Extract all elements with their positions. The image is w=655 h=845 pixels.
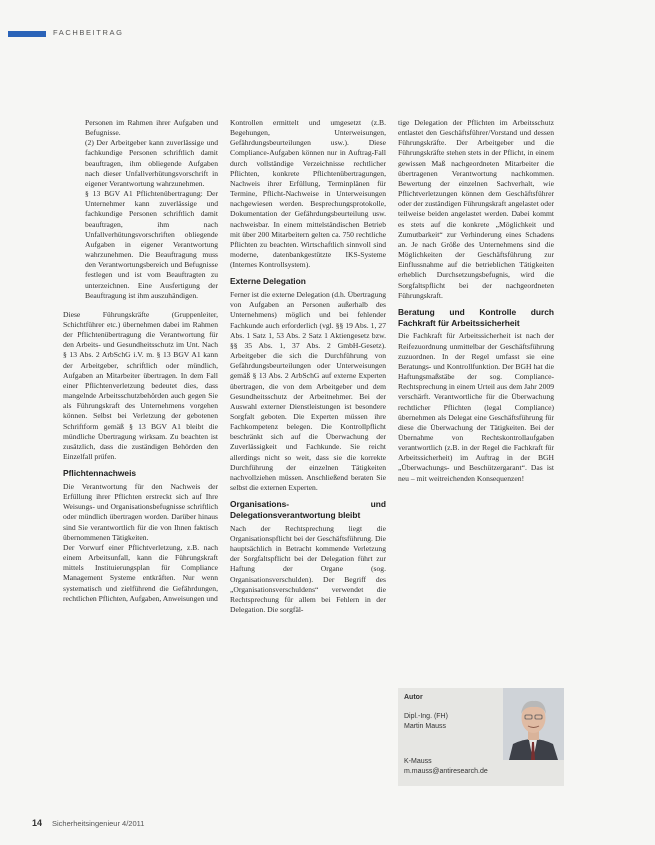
- author-portrait-image: [503, 688, 564, 760]
- author-fullname: Martin Mauss: [404, 722, 447, 730]
- section-label: FACHBEITRAG: [53, 28, 124, 37]
- author-title: Dipl.-Ing. (FH): [404, 713, 448, 720]
- paragraph: § 13 BGV A1 Pflichtenübertragung: Der Unternehmer kann zuverlässige und fachkundige Personen schriftlich damit beauftragen, ihm nach Unfallverhütungsvorschriften obliegende Aufgaben in eigener Verantwortung wahrzunehmen. Die Beauftragung muss den Verantwortungsbereich und Befugnisse festlegen und ist vom Beauftragten zu unterzeichnen. Eine Ausfertigung der Beauftragung ist ihm auszuhändigen.: [85, 189, 218, 300]
- subheading-beratung-kontrolle: Beratung und Kontrolle durch Fachkraft für Arbeitssicherheit: [398, 306, 554, 328]
- author-company: K-Mauss: [404, 758, 432, 765]
- author-box: [398, 688, 564, 786]
- magazine-issue: Sicherheitsingenieur 4/2011: [52, 819, 145, 828]
- quoted-law-block: [63, 118, 218, 301]
- text-column-3: [398, 118, 554, 484]
- author-tag: Autor: [404, 694, 423, 701]
- paragraph: Nach der Rechtsprechung liegt die Organisationspflicht bei der Geschäftsführung. Die hauptsächlich in Betracht kommende Verletzung der Sorgfaltspflicht bei der Delegation führt zur Haftung der Organe (sog. Organisationsverschulden). Der Begriff des „Organisationsverschuldens“ verwendet die Rechtsprechung für allem bei Fehlern in der Delegation. Die sorgfäl-: [230, 523, 386, 615]
- page-number: 14: [32, 818, 43, 828]
- paragraph: (2) Der Arbeitgeber kann zuverlässige und fachkundige Personen schriftlich damit beauftragen, ihm obliegende Aufgaben nach dieser Unfallverhütungsvorschrift in eigener Verantwortung wahrzunehmen.: [85, 138, 218, 188]
- paragraph: Ferner ist die externe Delegation (d.h. Übertragung von Aufgaben an Personen außerhalb des Unternehmens) möglich und bei fehlender Fachkunde auch erforderlich (vgl. §§ 19 Abs. 1, 27 Abs. 1 Satz 1, 53 Abs. 2 Satz 1 Aktiengesetz bzw. §§ 35 Abs. 1, 37 Abs. 2 GmbH-Gesetz). Arbeitgeber die sich die Durchführung von Gefährdungsbeurteilungen oder Unterweisungen gemäß § 13 Abs. 2 ArbSchG auf externe Experten übertragen, die von dem Arbeitgeber und dem Gesundheitsschutz der Arbeitnehmer. Bei der Auswahl externer Dienstleistungen ist besondere Sorgfalt geboten. Die Experten müssen ihre Fachkompetenz belegen. Die Kontrollpflicht beschränkt sich auf die Überwachung der Zuverlässigkeit und Fachkunde. Sie reicht allerdings nicht so weit, dass sie die korrekte Durchführung der einzelnen Tätigkeiten nachvollziehen müssen. Anschließend beraten Sie selbst die externen Experten.: [230, 290, 386, 493]
- subheading-organisationsverantwortung: Organisations- und Delegationsverantwortung bleibt: [230, 499, 386, 521]
- author-photo: [503, 688, 564, 760]
- paragraph: tige Delegation der Pflichten im Arbeitsschutz entlastet den Geschäftsführer/Vorstand und dessen Führungskräfte. Der Arbeitgeber und die Führungskräfte stehen stets in der Pflicht, in einem gewissen Maß nachgeordneten Mitarbeiter die übertragenen Verantwortung nachkommen. Bewertung der einzelnen Sachverhalt, wie Pflichtverletzungen können dem Geschäftsführer oder der zuständigen Führungskraft angelastet oder teilweise beiden angelastet werden. Dabei kommt es stets auf die konkrete „Möglichkeit und Zumutbarkeit“ zur Verhinderung eines Schadens an. Je nach Größe des Unternehmens sind die Möglichkeiten der Geschäftsführung zur Einflussnahme auf die betrieblichen Tätigkeiten erheblich Durchsetzungsbefugnis, wird die Sorgfaltspflicht bei der nachgeordneten Führungskraft.: [398, 118, 554, 300]
- section-color-bar: [8, 31, 46, 37]
- author-email: m.mauss@antiresearch.de: [404, 768, 488, 775]
- paragraph: Die Fachkraft für Arbeitssicherheit ist nach der Reifezuordnung unmittelbar der Geschäftsführung zuzuordnen. In der Regel umfasst sie eine Beratungs- und Kontrollfunktion. Der BGH hat die Haftungsmaßstäbe der sog. Compliance-Rechtsprechung in einem Urteil aus dem Jahr 2009 verschärft. Verantwortliche für die Überwachung rechtlicher Pflichten (legal Compliance) übernehmen als Delegat eine Geschäftsführung für diese die Überwachung der Tätigkeiten. Bei der Übernahme von Rechtskontrollaufgaben verantwortlich (z.B. in der Regel die Fachkraft für Arbeitssicherheit) im Auftrag in der BGH „Überwachungs- und Beschützergarant“. Das ist neu – mit weitreichenden Konsequenzen!: [398, 331, 554, 483]
- paragraph: Der Vorwurf einer Pflichtverletzung, z.B. nach einem Arbeitsunfall, kann die Führungskraft mittels Instituierungsplan für Compliance Management Systeme entkräften. Nur wenn systematisch und zielführend die Gefährdungen, rechtlichen Pflichten, Aufgaben, Anweisungen und: [63, 542, 218, 603]
- text-column-2: [230, 118, 386, 615]
- text-column-1: [63, 118, 218, 604]
- subheading-externe-delegation: Externe Delegation: [230, 276, 306, 287]
- paragraph: Diese Führungskräfte (Gruppenleiter, Schichtführer etc.) übernehmen dabei im Rahmen der Pflichtenübertragung die Verantwortung für den Arbeits- und Gesundheitsschutz im Unt. Nach § 13 Abs. 2 ArbSchG i.V. m. § 13 BGV A1 kann der Arbeitgeber, schriftlich oder mündlich, Aufgaben an Mitarbeiter übertragen. In dem Fall einer Pflichtenverletzung bedeutet dies, dass mangelnde Arbeitsschutzbehörden auch gegen Sie als Führungskraft des Unternehmens vorgehen können. Selbst bei Verletzung der gebotenen Schriftform gemäß § 13 BGV A1 bleibt die mündliche Übertragung wirksam. Zu beachten ist zusätzlich, dass die zuständigen Behörden den Einzelfall prüfen.: [63, 309, 218, 461]
- paragraph: Kontrollen ermittelt und umgesetzt (z.B. Begehungen, Unterweisungen, Gefährdungsbeurteilungen usw.). Diese Compliance-Aufgaben können nur in Auftrag-Fall durch vollständige Verzeichnisse rechtlicher Pflichten, konkrete Pflichtenübertragungen, Nachweis ihrer Erfüllung, Terminplänen für Termine, Pflicht-Nachweise in Unterweisungen nachgewiesen werden. Besprechungsprotokolle, Dokumentation der Gefährdungsbeurteilung usw. nachweisbar. In einem mittelständischen Betrieb mit über 200 Mitarbeitern gelten ca. 750 rechtliche Pflichten zu beachten. Wirtschaftlich sinnvoll sind moderne, datenbankgestützte IKS-Systeme (Internes Kontrollsystem).: [230, 118, 386, 270]
- paragraph: Die Verantwortung für den Nachweis der Erfüllung ihrer Pflichten erstreckt sich auf Ihre Weisungs- und Organisationsbefugnisse schriftlich oder mündlich übertragen worden. Darüber hinaus sind Sie verantwortlich für die von Ihnen faktisch übernommenen Tätigkeiten.: [63, 481, 218, 542]
- paragraph: Personen im Rahmen ihrer Aufgaben und Befugnisse.: [85, 118, 218, 138]
- author-name: [404, 712, 448, 731]
- subheading-pflichtennachweis: Pflichtennachweis: [63, 468, 137, 479]
